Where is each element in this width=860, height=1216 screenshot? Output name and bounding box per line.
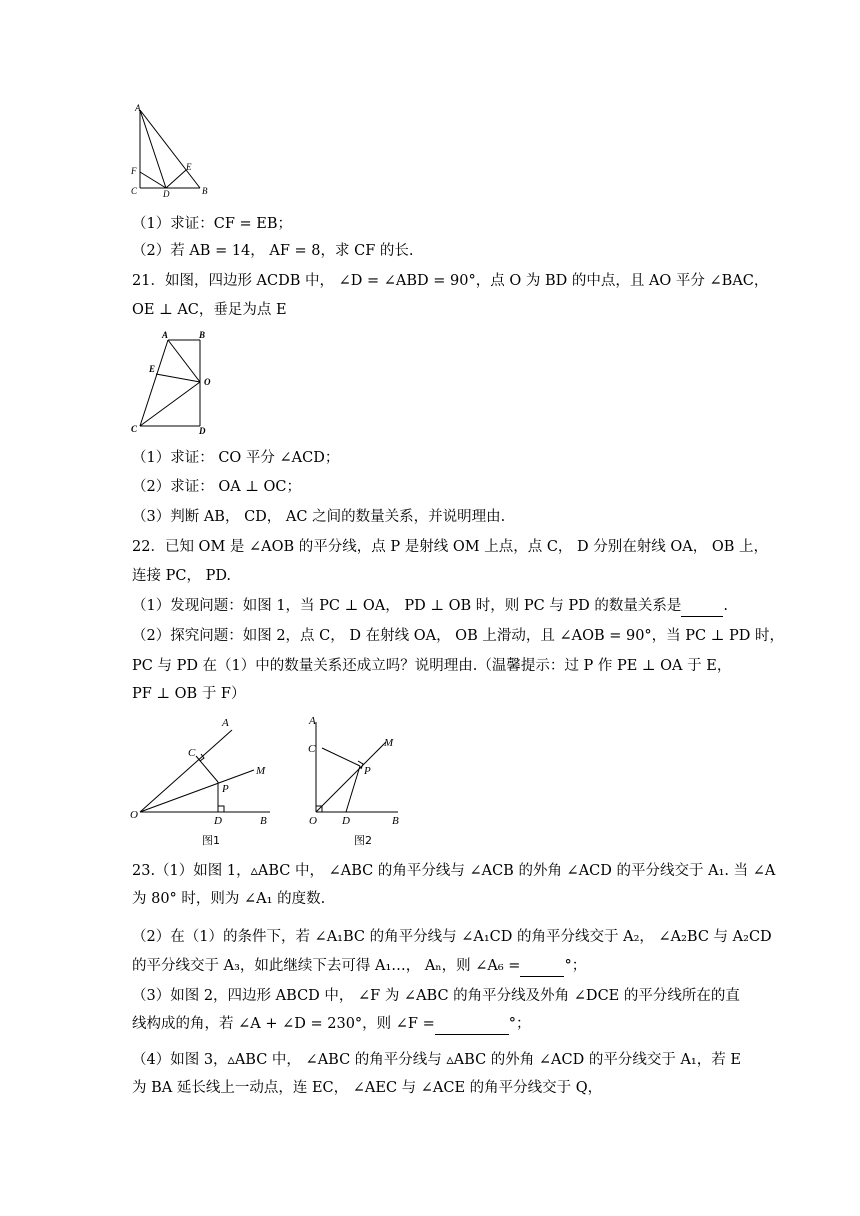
fig1-label-c: C — [188, 747, 196, 759]
q22-part1 — [132, 596, 728, 617]
q21-part1: （1）求证： CO 平分 ∠ACD； — [132, 450, 340, 466]
fig1-label-m: M — [256, 765, 266, 777]
q22-part1-blank[interactable] — [681, 596, 723, 617]
fig21-label-b: B — [199, 330, 206, 340]
q21-part2: （2）求证： OA ⊥ OC； — [132, 479, 302, 495]
fig1-caption: 图1 — [202, 834, 220, 847]
fig2-label-o: O — [309, 815, 317, 827]
fig2-label-p: P — [364, 765, 371, 777]
q22-stem-line1: 22．已知 OM 是 ∠AOB 的平分线，点 P 是射线 OM 上点，点 C， D 分别在射线 OA， OB 上， — [132, 539, 768, 555]
q20-part1: （1）求证：CF = EB； — [132, 216, 292, 232]
fig1-label-p: P — [222, 783, 229, 795]
fig20-label-e: E — [186, 162, 192, 172]
q23-line1: 23.（1）如图 1，▵ABC 中， ∠ABC 的角平分线与 ∠ACB 的外角 ∠ACD 的平分线交于 A₁. 当 ∠A — [132, 863, 776, 879]
fig21-label-a: A — [162, 330, 169, 340]
q23-line2: 为 80° 时，则为 ∠A₁ 的度数. — [132, 891, 326, 907]
fig20-label-c: C — [131, 186, 138, 196]
q23-line8: 为 BA 延长线上一动点，连 EC， ∠AEC 与 ∠ACE 的角平分线交于 Q， — [132, 1080, 603, 1096]
q23-line4 — [132, 956, 586, 977]
q23-line7: （4）如图 3，▵ABC 中， ∠ABC 的角平分线与 ▵ABC 的外角 ∠ACD 的平分线交于 A₁，若 E — [132, 1052, 741, 1068]
q21-stem-line1: 21．如图，四边形 ACDB 中， ∠D = ∠ABD = 90°，点 O 为 BD 的中点，且 AO 平分 ∠BAC， — [132, 273, 769, 289]
q23-line6-end: °； — [508, 1016, 531, 1032]
q23-line6 — [132, 1014, 531, 1035]
fig2-label-c: C — [308, 743, 316, 755]
q22-part2-line1: （2）探究问题：如图 2，点 C， D 在射线 OA， OB 上滑动，且 ∠AOB = 90°，当 PC ⊥ PD 时， — [132, 628, 784, 644]
q22-figure1 — [128, 712, 278, 850]
fig2-label-b: B — [392, 815, 399, 827]
q22-part1-end: . — [723, 598, 729, 614]
fig2-label-a: A — [309, 715, 316, 727]
q21-figure — [128, 328, 218, 436]
q20-figure — [128, 102, 214, 198]
fig20-label-f: F — [131, 166, 137, 176]
q23-line4-text: 的平分线交于 A₃，如此继续下去可得 A₁…， Aₙ，则 ∠A₆ = — [132, 958, 521, 974]
fig2-label-d: D — [342, 815, 350, 827]
fig2-caption: 图2 — [354, 834, 372, 847]
fig21-label-c: C — [131, 424, 138, 434]
fig20-label-b: B — [202, 186, 208, 196]
q22-part2-line2: PC 与 PD 在（1）中的数量关系还成立吗？说明理由.（温馨提示：过 P 作 PE ⊥ OA 于 E， — [132, 658, 732, 674]
fig21-label-e: E — [149, 364, 156, 374]
q22-part2-line3: PF ⊥ OB 于 F） — [132, 686, 246, 702]
q23-line3: （2）在（1）的条件下，若 ∠A₁BC 的角平分线与 ∠A₁CD 的角平分线交于 A₂， ∠A₂BC 与 A₂CD — [132, 929, 772, 945]
q23-line5: （3）如图 2，四边形 ABCD 中， ∠F 为 ∠ABC 的角平分线及外角 ∠DCE 的平分线所在的直 — [132, 988, 740, 1004]
fig1-label-d: D — [214, 815, 222, 827]
q23-line4-end: °； — [564, 958, 587, 974]
q23-part2-blank[interactable] — [520, 956, 564, 977]
fig1-label-o: O — [130, 809, 138, 821]
fig1-label-a: A — [222, 717, 229, 729]
fig20-label-d: D — [163, 189, 170, 198]
fig21-label-d: D — [199, 426, 206, 436]
fig1-label-b: B — [260, 815, 267, 827]
fig21-label-o: O — [204, 377, 211, 387]
q23-part3-blank[interactable] — [435, 1014, 509, 1035]
q23-line6-text: 线构成的角，若 ∠A + ∠D = 230°，则 ∠F = — [132, 1016, 435, 1032]
fig20-label-a: A — [135, 103, 141, 113]
q22-figure2 — [302, 712, 412, 850]
q22-part1-text: （1）发现问题：如图 1，当 PC ⊥ OA， PD ⊥ OB 时，则 PC 与 PD 的数量关系是 — [132, 598, 682, 614]
q22-stem-line2: 连接 PC， PD. — [132, 568, 232, 584]
q21-stem-line2: OE ⊥ AC，垂足为点 E — [132, 302, 287, 318]
fig2-label-m: M — [384, 737, 394, 749]
q20-part2: （2）若 AB = 14， AF = 8，求 CF 的长. — [132, 243, 414, 259]
q21-part3: （3）判断 AB， CD， AC 之间的数量关系，并说明理由. — [132, 509, 506, 525]
